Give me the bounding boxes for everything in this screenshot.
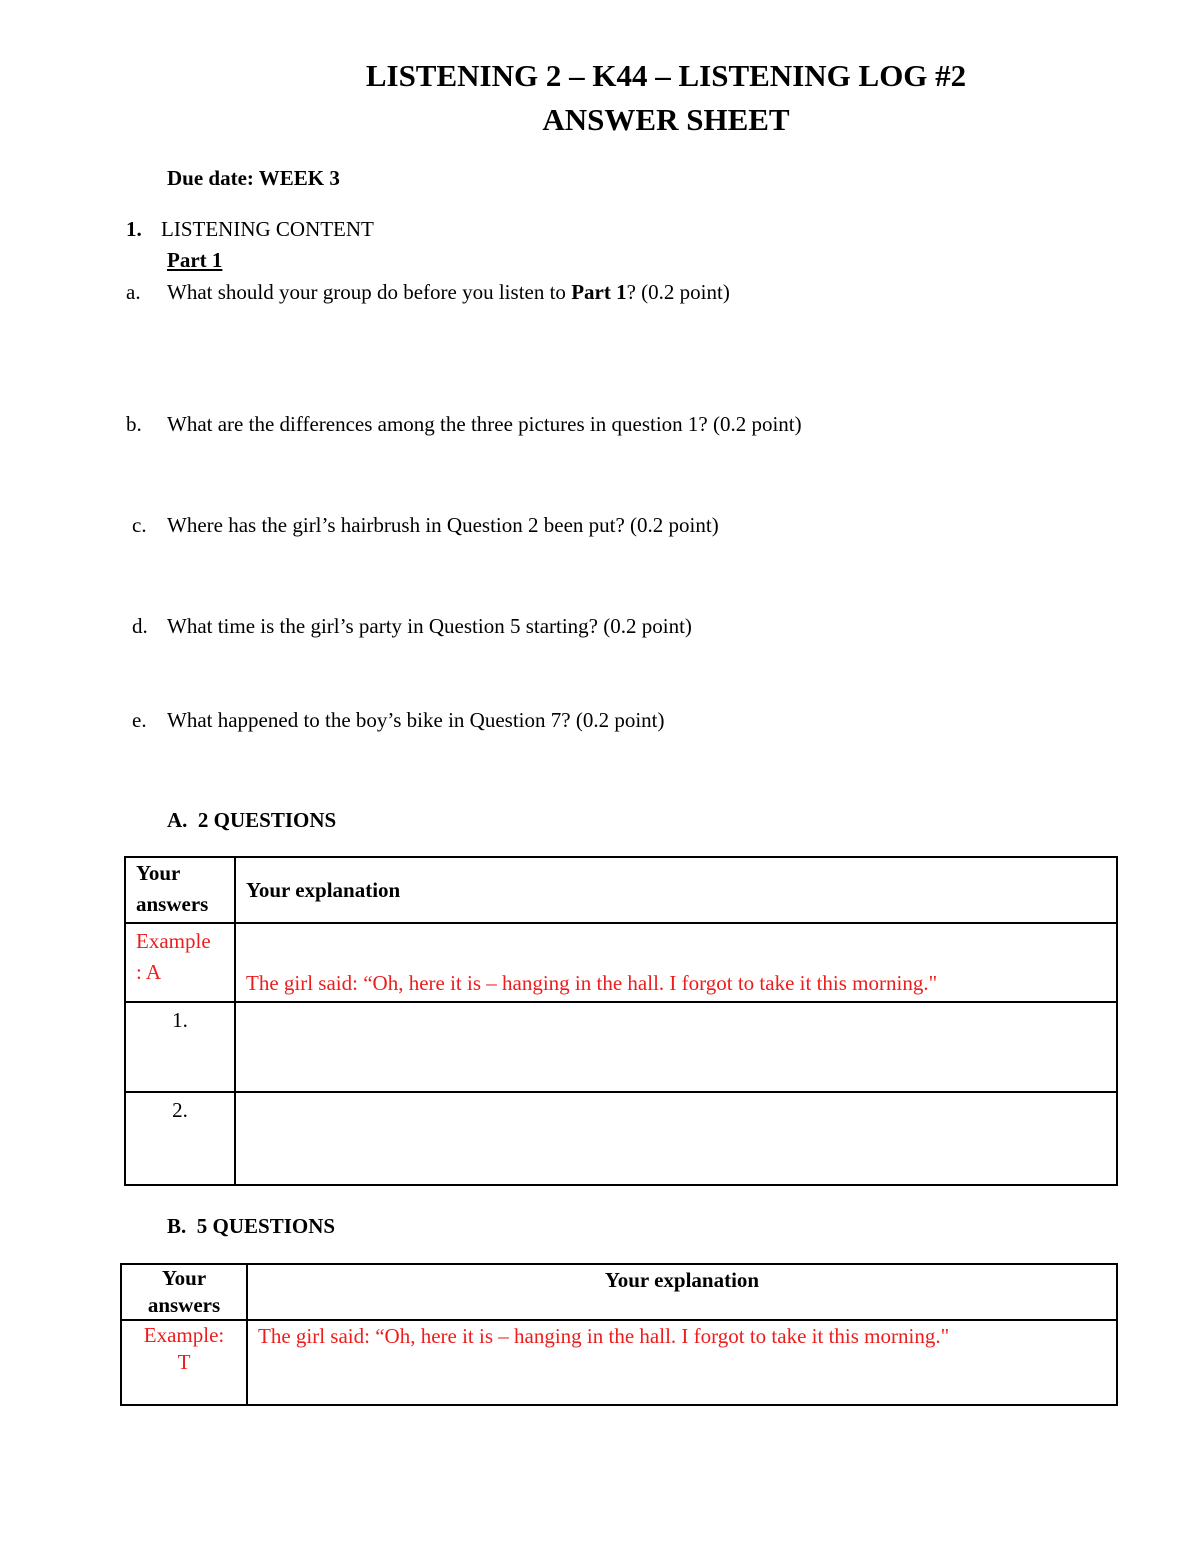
col-answers-label-2: answers [147, 1293, 221, 1317]
row-number: 1. [172, 1008, 188, 1032]
due-date: Due date: WEEK 3 [167, 166, 340, 190]
explanation-header-cell [247, 1264, 1117, 1320]
question-d: What time is the girl’s party in Question 5 starting? (0.2 point) [167, 614, 692, 638]
table-row [121, 1320, 1117, 1405]
answer-cell[interactable] [125, 1002, 235, 1092]
answers-header-cell [121, 1264, 247, 1320]
example-explanation-cell [247, 1320, 1117, 1405]
example-answer-value: T [177, 1350, 191, 1374]
table-row [125, 1092, 1117, 1185]
row-number: 2. [172, 1098, 188, 1122]
col-explanation-label: Your explanation [604, 1268, 760, 1292]
section-a-heading: A. 2 QUESTIONS [167, 808, 337, 832]
col-answers-label: Your answers [136, 861, 209, 916]
question-marker: a. [126, 280, 141, 304]
example-answer-value: : A [136, 960, 162, 984]
section-number: 1. [126, 217, 142, 241]
example-explanation: The girl said: “Oh, here it is – hanging in the hall. I forgot to take it this morning." [246, 971, 938, 995]
example-explanation-cell [235, 923, 1117, 1002]
question-marker: b. [126, 412, 142, 436]
question-marker: c. [132, 513, 147, 537]
question-marker: d. [132, 614, 148, 638]
section-b-table [120, 1263, 1118, 1406]
section-a-table [124, 856, 1118, 1186]
example-answer-cell [125, 923, 235, 1002]
explanation-cell[interactable] [235, 1002, 1117, 1092]
page-title: LISTENING 2 – K44 – LISTENING LOG #2 [365, 58, 967, 93]
section-heading: LISTENING CONTENT [161, 217, 374, 241]
example-explanation: The girl said: “Oh, here it is – hanging in the hall. I forgot to take it this morning." [258, 1324, 950, 1348]
question-a: What should your group do before you listen to Part 1? (0.2 point) [167, 280, 730, 304]
question-b: What are the differences among the three pictures in question 1? (0.2 point) [167, 412, 802, 436]
answers-header-cell [125, 857, 235, 923]
col-answers-label: Your [161, 1266, 207, 1290]
example-answer: Example [136, 929, 211, 953]
table-header-row [125, 857, 1117, 923]
table-header-row [121, 1264, 1117, 1320]
page-subtitle: ANSWER SHEET [542, 102, 790, 137]
example-answer-cell [121, 1320, 247, 1405]
part-label: Part 1 [167, 248, 223, 272]
explanation-header-cell [235, 857, 1117, 923]
question-marker: e. [132, 708, 147, 732]
table-row [125, 1002, 1117, 1092]
example-answer: Example: [143, 1323, 225, 1347]
table-row [125, 923, 1117, 1002]
col-explanation-label: Your explanation [246, 877, 401, 902]
explanation-cell[interactable] [235, 1092, 1117, 1185]
question-c: Where has the girl’s hairbrush in Question 2 been put? (0.2 point) [167, 513, 719, 537]
answer-cell[interactable] [125, 1092, 235, 1185]
question-e: What happened to the boy’s bike in Question 7? (0.2 point) [167, 708, 665, 732]
section-b-heading: B. 5 QUESTIONS [167, 1214, 336, 1238]
